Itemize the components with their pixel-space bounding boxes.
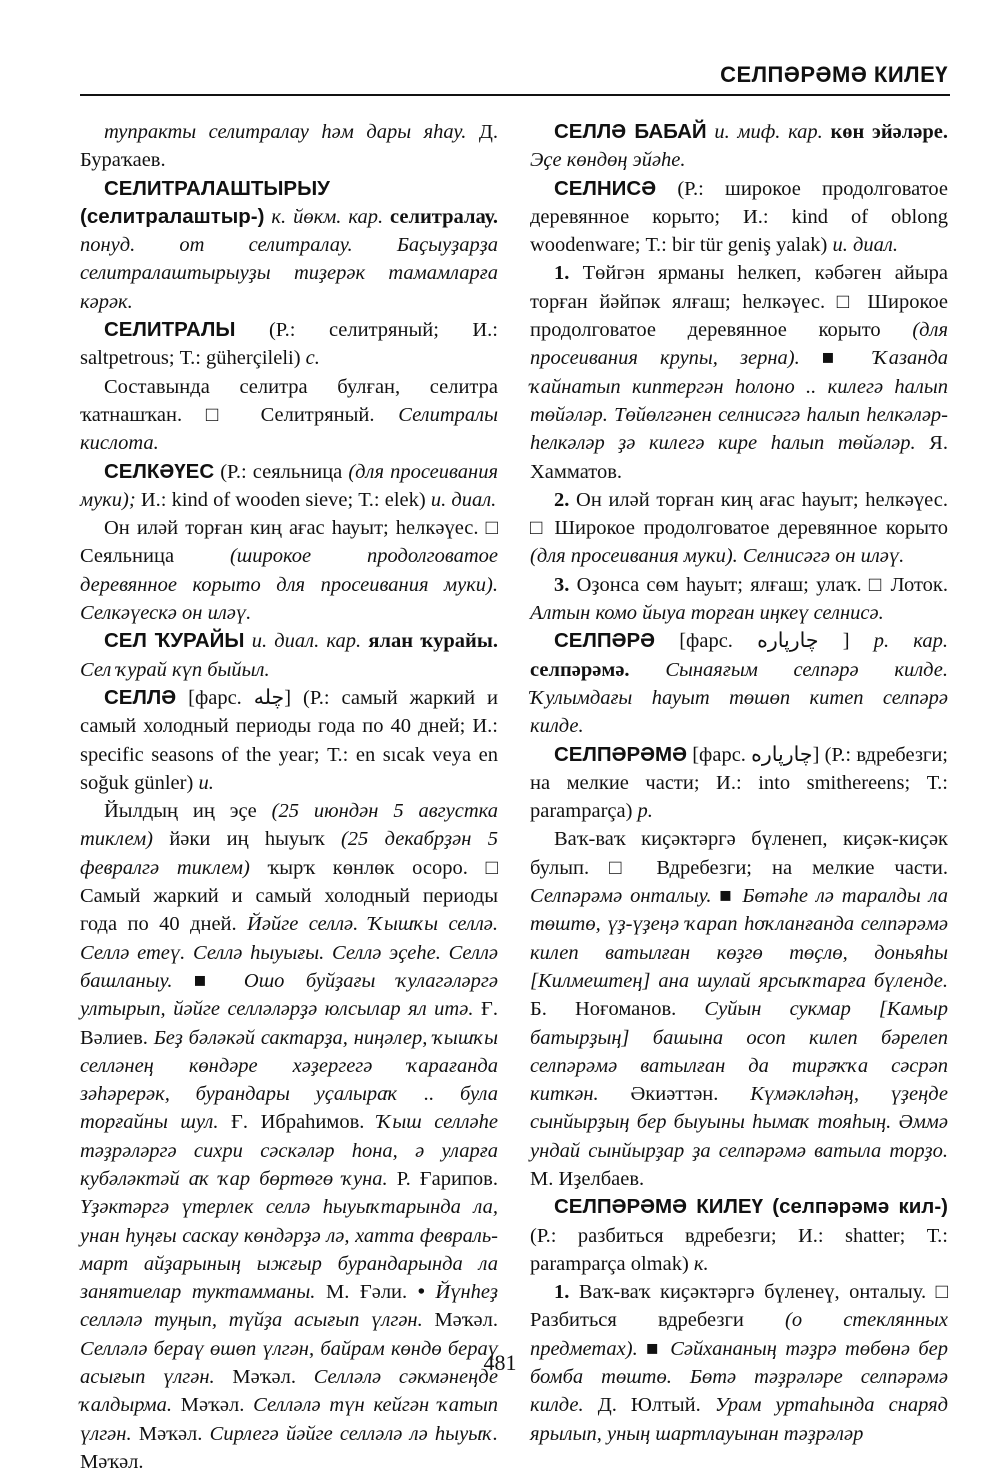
example-text: к. — [688, 1252, 709, 1275]
example-text: Йәйге селлә. Ҡышҡы селлә. Селлә етеү. Селлә һыуығы. Селлә эҫеһе. Селлә башланыу. — [80, 913, 498, 992]
entry-text: Д. Бураҡаев. — [80, 121, 498, 172]
example-text: Күмәкләһәң, үҙеңде сынйырҙың бер быуыны һымаҡ тояһың. Әммә ундай сынйырҙар ҙа селпәрәмә ватыла торҙо. — [530, 1083, 948, 1162]
entry-text: Ғ. Ибраһимов. — [218, 1111, 365, 1134]
running-head: СЕЛПӘРӘМӘ КИЛЕҮ — [720, 62, 948, 87]
example-text: Йүнһеҙ селләлә туңып, түйҙа асығып үлгән. — [80, 1281, 498, 1332]
entry-text: селитралау. — [383, 205, 498, 228]
example-text: Селләлә бераү өшөп үлгән, байрам көндө бераү асығып үлгән. — [80, 1337, 498, 1389]
example-text: Үҙәктәргә үтерлек селлә һыуыҡтарында ла, унан һуңғы саскау көндәрҙә лә, хатта февраль-март айҙарының ыжғыр бурандарында ла занятиелар туктамманы. — [80, 1196, 498, 1304]
entry-paragraph — [530, 486, 948, 571]
page-number: 481 — [483, 1350, 517, 1375]
example-text: р. кар. — [849, 630, 948, 653]
entry-text: көн эйәләре. — [822, 121, 949, 143]
entry-text: Ғ. Вәлиев. — [80, 998, 498, 1049]
entry-text: 2. — [554, 488, 570, 511]
entry-paragraph — [80, 684, 498, 797]
example-text: Ҡазанда ҡайнатып киптергән һолоно .. килегә һалып төйәләр. Төйөлгәнен селнисәгә һалып һелкәләр-һелкәләр ҙә килегә кире һалып төйәләр. — [530, 347, 948, 455]
example-text: Ҡыш селләһе тәҙрәләргә сихри сәскәләр һона, ә уларға кубәләктәй аҡ ҡар бөртөгө ҡуна. — [80, 1111, 498, 1190]
example-text: и. диал. — [827, 234, 898, 257]
example-text: и. — [193, 771, 214, 794]
entry-text: Мәҡәл. — [214, 1366, 296, 1389]
entry-text: М. Ғәли. — [315, 1281, 408, 1304]
entry-paragraph — [530, 627, 948, 740]
example-text: Эҫе көндөң эйәһе. — [530, 149, 686, 172]
entry-paragraph — [530, 741, 948, 826]
example-text: Селитралы кислота. — [80, 403, 498, 455]
example-text: Бөтәһе лә таралды ла төштө, үҙ-үҙеңә ҡарап һоҡланғанда селпәрәмә килеп ватылған көҙгө төҫлө, доньяһы [Килмештең] ана шулай ярсыҡтарға бүленде. — [530, 885, 949, 992]
entry-text: Ваҡ-ваҡ киҫәктәргә бүленеп, киҫәк-киҫәк булып. □ Вдребезги; на мелкие части. — [530, 828, 948, 879]
example-text: (широкое продолговатое деревянное корыто для просеивания муки). Селкәүескә он иләү. — [80, 545, 498, 625]
example-text: (для просеивания крупы, зерна). — [530, 319, 948, 370]
example-text: и. диал. — [425, 488, 497, 511]
headword: СЕЛПӘРӘ — [554, 629, 656, 653]
entry-paragraph — [80, 458, 498, 515]
entry-text: Д. Юлтый. — [583, 1394, 701, 1417]
entry-text: Әкиәттән. — [598, 1083, 719, 1106]
entry-text: Составында селитра булған, селитра ҡатнашҡан. □ Селитряный. — [80, 375, 498, 426]
entry-text: (Р.: сеяльница — [214, 460, 343, 483]
example-text: Селпәрәмә онталыу. — [530, 885, 712, 908]
entry-text: Ваҡ-ваҡ киҫәктәргә бүленеү, онталыу. □ Разбиться вдребезги — [530, 1281, 948, 1332]
entry-paragraph — [80, 627, 498, 684]
example-text: к. йөкм. кар. — [264, 205, 384, 228]
entry-text: (Р.: широкое продолговатое деревянное корыто; И.: kind of oblong woodenware; Т.: bir tür geniş yalak) — [530, 177, 948, 257]
example-text: тупракты селитралау һәм дары яһау. — [104, 121, 467, 143]
entry-text: ҡырҡ көнлөк осоро. □ Самый жаркий и самый холодный периоды года по 40 дней. — [80, 856, 499, 936]
example-text: (для просеивания муки); — [80, 460, 498, 511]
entry-paragraph — [80, 316, 498, 373]
entry-paragraph — [80, 118, 498, 175]
entry-text: Он иләй торған киң ағас һауыт; һелкәүес. □ Широкое продолговатое деревянное корыто — [530, 488, 948, 540]
entry-text: И.: kind of wooden sieve; Т.: elek) — [135, 488, 426, 511]
header-rule — [80, 94, 950, 96]
entry-text: (Р.: селитряный; И.: saltpetrous; Т.: güherçileli) — [80, 319, 498, 370]
example-text: Суйын сукмар [Камыр батырҙың] башына осоп килеп бәрелеп селпәрәмә ватылған да тирәҡҡа сәсрәп киткән. — [530, 998, 948, 1106]
entry-text: ■ — [711, 885, 735, 908]
headword: СЕЛИТРАЛАШТЫРЫУ (селитралаштыр-) — [80, 176, 330, 228]
entry-text: йәки иң һыуыҡ — [153, 828, 325, 851]
example-text: Сирлегә йәйге селләлә лә һыуыҡ. — [202, 1422, 498, 1445]
entry-text: ■ — [172, 969, 223, 992]
entry-text: ялан ҡурайы. — [361, 630, 498, 653]
entry-paragraph — [80, 373, 498, 458]
entry-paragraph — [530, 259, 948, 485]
example-text: Сәйхананың тәҙрә төбөнә бер бомба төштө. Бөтә тәҙрәләре селпәрәмә килде. — [530, 1337, 948, 1417]
headword: СЕЛИТРАЛЫ — [104, 318, 236, 342]
entry-text: Мәҡәл. — [171, 1394, 245, 1417]
entry-text: [фарс. چله] (Р.: самый жаркий и самый холодный периоды года по 40 дней; И.: specific seasons of the year; Т.: en sıcak veya en soğuk günler) — [80, 686, 498, 794]
right-column — [530, 118, 948, 1448]
entry-paragraph — [530, 118, 948, 175]
example-text: Урам уртаһында снаряд ярылып, уның шартлауынан тәҙрәләр — [530, 1394, 948, 1445]
example-text: (о стеклянных предметах). — [530, 1309, 948, 1360]
example-text: и. миф. кар. — [706, 121, 823, 143]
example-text: Алтын комо йыуа торған иңкеү селнисә. — [530, 602, 884, 625]
entry-text: селпәрәмә. — [530, 658, 630, 681]
entry-paragraph — [530, 571, 948, 628]
entry-text: М. Иҙелбаев. — [530, 1167, 645, 1190]
entry-text: Я. Хамматов. — [530, 432, 948, 483]
entry-text: Б. Ноғоманов. — [530, 998, 677, 1021]
entry-text: ■ — [637, 1337, 662, 1360]
entry-paragraph — [80, 175, 498, 316]
entry-text: Йылдың иң эҫе — [104, 800, 257, 823]
headword: СЕЛ ҠУРАЙЫ — [104, 629, 245, 653]
headword: СЕЛЛӘ — [104, 685, 177, 709]
example-text: Селләлә түн кейгән ҡатып үлгән. — [80, 1394, 498, 1445]
example-text: Сынаяғым селпәрә килде. Ҡулымдағы һауыт төшөп китеп селпәрә килде. — [530, 658, 948, 738]
entry-text: ■ — [799, 347, 852, 370]
entry-text: • — [407, 1281, 425, 1304]
example-text: и. диал. кар. — [244, 630, 362, 653]
entry-text: 3. — [554, 573, 570, 596]
headword: СЕЛЛӘ БАБАЙ — [554, 120, 707, 143]
entry-paragraph — [530, 175, 948, 260]
headword: СЕЛНИСӘ — [554, 176, 657, 200]
entry-text: 1. — [554, 1281, 570, 1304]
headword: СЕЛПӘРӘМӘ КИЛЕҮ (селпәрәмә кил-) — [554, 1195, 948, 1219]
headword: СЕЛПӘРӘМӘ — [554, 742, 687, 766]
entry-text: 1. — [554, 262, 570, 285]
headword: СЕЛКӘҮЕС — [104, 459, 215, 483]
example-text: (25 июндән 5 августка тиклем) — [80, 800, 498, 851]
entry-text: Мәҡәл. — [80, 1450, 144, 1473]
entry-text: (Р.: разбиться вдребезги; И.: shatter; Т.: paramparça olmak) — [530, 1224, 948, 1275]
entry-text: Мәҡәл. — [131, 1422, 203, 1445]
entry-text: Оҙонса сөм һауыт; ялғаш; улаҡ. □ Лоток. — [569, 573, 948, 596]
entry-text: [фарс. چارپاره ] — [655, 630, 850, 653]
entry-paragraph — [80, 514, 498, 627]
example-text: с. — [300, 347, 320, 370]
example-text: (25 декабрҙән 5 февралгә тиклем) — [80, 828, 498, 879]
example-text: Беҙ бәләкәй сактарҙа, ниңәлер, ҡышҡы селләнең көндәре хәҙергегә ҡарағанда зәһәрерәк, бурандары уҫалыраҡ .. була торғайны шул. — [80, 1026, 498, 1134]
example-text: (для просеивания муки). Селнисәгә он иләү. — [530, 545, 905, 568]
left-column — [80, 118, 498, 1476]
entry-text: Мәҡәл. — [422, 1309, 498, 1332]
entry-text: [фарс. چارپاره] (Р.: вдребезги; на мелкие части; И.: into smithereens; Т.: paramparça) — [530, 743, 948, 823]
example-text: понуд. от селитралау. Баҫыуҙарҙа селитралаштырыуҙы тиҙерәк тамамларға кәрәк. — [80, 234, 498, 313]
example-text: р. — [632, 800, 653, 823]
example-text: Сел ҡурай күп быйыл. — [80, 658, 270, 681]
entry-text: Он иләй торған киң ағас һауыт; һелкәүес. □ Сеяльница — [80, 517, 498, 568]
example-text: Ошо буйҙағы ҡулагәләргә ултырып, йәйге селләләрҙә юлсылар ял итә. — [80, 969, 499, 1021]
example-text: Селләлә сәкмәнеңде ҡалдырма. — [80, 1366, 498, 1417]
entry-text: Р. Ғарипов. — [387, 1167, 498, 1190]
entry-paragraph — [530, 1193, 948, 1278]
entry-text: Төйгән ярманы һелкеп, кәбәген айыра торған йәйпәк ялғаш; һелкәүес. □ Широкое продолговатое деревянное корыто — [530, 262, 948, 342]
entry-paragraph — [530, 825, 948, 1193]
